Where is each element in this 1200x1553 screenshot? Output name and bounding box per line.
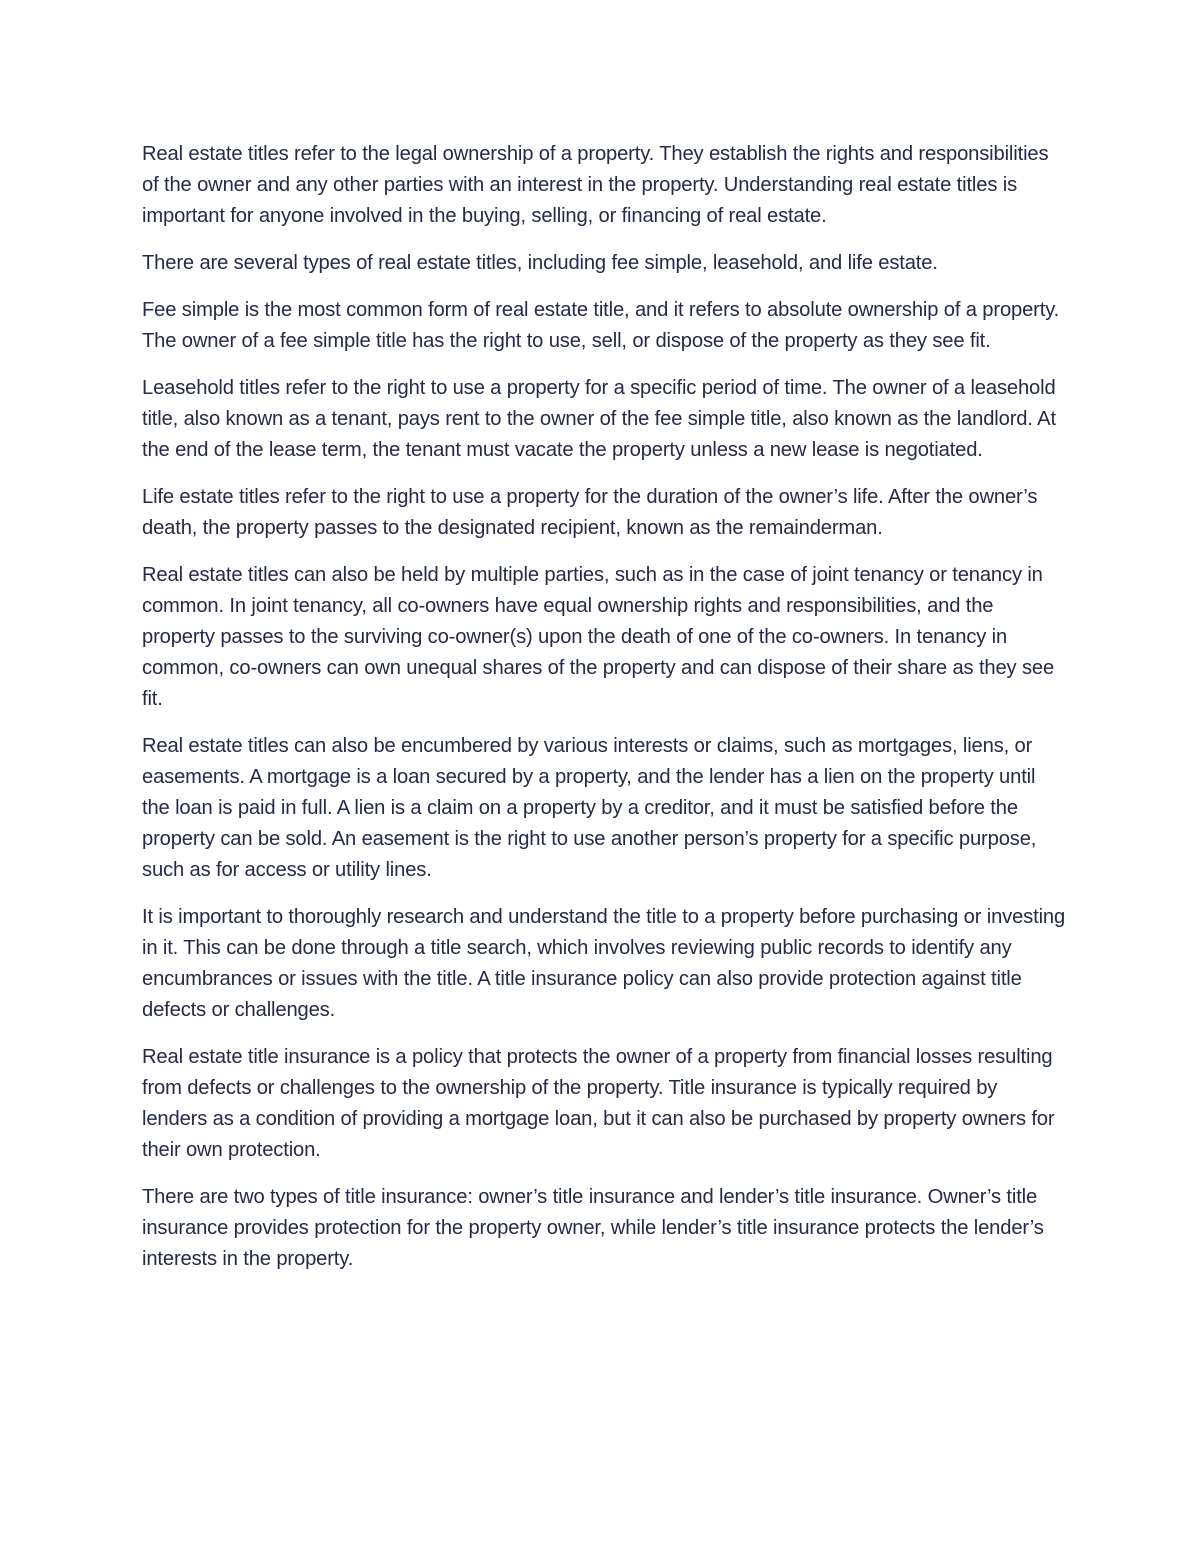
paragraph-intro: Real estate titles refer to the legal ownership of a property. They establish the rights and responsibilities of the owner and any other parties with an interest in the property. Understanding real estate titles is important for anyone involved in the buying, selling, or financing of real estate.: [142, 143, 1049, 227]
paragraph-title-types: There are several types of real estate titles, including fee simple, leasehold, and life estate.: [142, 252, 938, 274]
paragraph-title-insurance: Real estate title insurance is a policy that protects the owner of a property from financial losses resulting from defects or challenges to the ownership of the property. Title insurance is typically required by lenders as a condition of providing a mortgage loan, but it can also be purchased by property owners for their own protection.: [142, 1046, 1055, 1161]
paragraph-leasehold: Leasehold titles refer to the right to use a property for a specific period of time. The owner of a leasehold title, also known as a tenant, pays rent to the owner of the fee simple title, also known as the landlord. At the end of the lease term, the tenant must vacate the property unless a new lease is negotiated.: [142, 377, 1056, 461]
paragraph-insurance-types: There are two types of title insurance: owner’s title insurance and lender’s title insurance. Owner’s title insurance provides protection for the property owner, while lender’s title insurance protects the lender’s interests in the property.: [142, 1186, 1044, 1270]
document-body: [142, 139, 1067, 1291]
paragraph-life-estate: Life estate titles refer to the right to use a property for the duration of the owner’s life. After the owner’s death, the property passes to the designated recipient, known as the remainderman.: [142, 486, 1038, 539]
paragraph-multiple-parties: Real estate titles can also be held by multiple parties, such as in the case of joint tenancy or tenancy in common. In joint tenancy, all co-owners have equal ownership rights and responsibilities, and the property passes to the surviving co-owner(s) upon the death of one of the co-owners. In tenancy in common, co-owners can own unequal shares of the property and can dispose of their share as they see fit.: [142, 564, 1055, 710]
paragraph-title-research: It is important to thoroughly research and understand the title to a property before purchasing or investing in it. This can be done through a title search, which involves reviewing public records to identify any encumbrances or issues with the title. A title insurance policy can also provide protection against title defects or challenges.: [142, 906, 1066, 1021]
paragraph-encumbrances: Real estate titles can also be encumbered by various interests or claims, such as mortgages, liens, or easements. A mortgage is a loan secured by a property, and the lender has a lien on the property until the loan is paid in full. A lien is a claim on a property by a creditor, and it must be satisfied before the property can be sold. An easement is the right to use another person’s property for a specific purpose, such as for access or utility lines.: [142, 735, 1037, 881]
paragraph-fee-simple: Fee simple is the most common form of real estate title, and it refers to absolute ownership of a property. The owner of a fee simple title has the right to use, sell, or dispose of the property as they see fit.: [142, 299, 1060, 352]
